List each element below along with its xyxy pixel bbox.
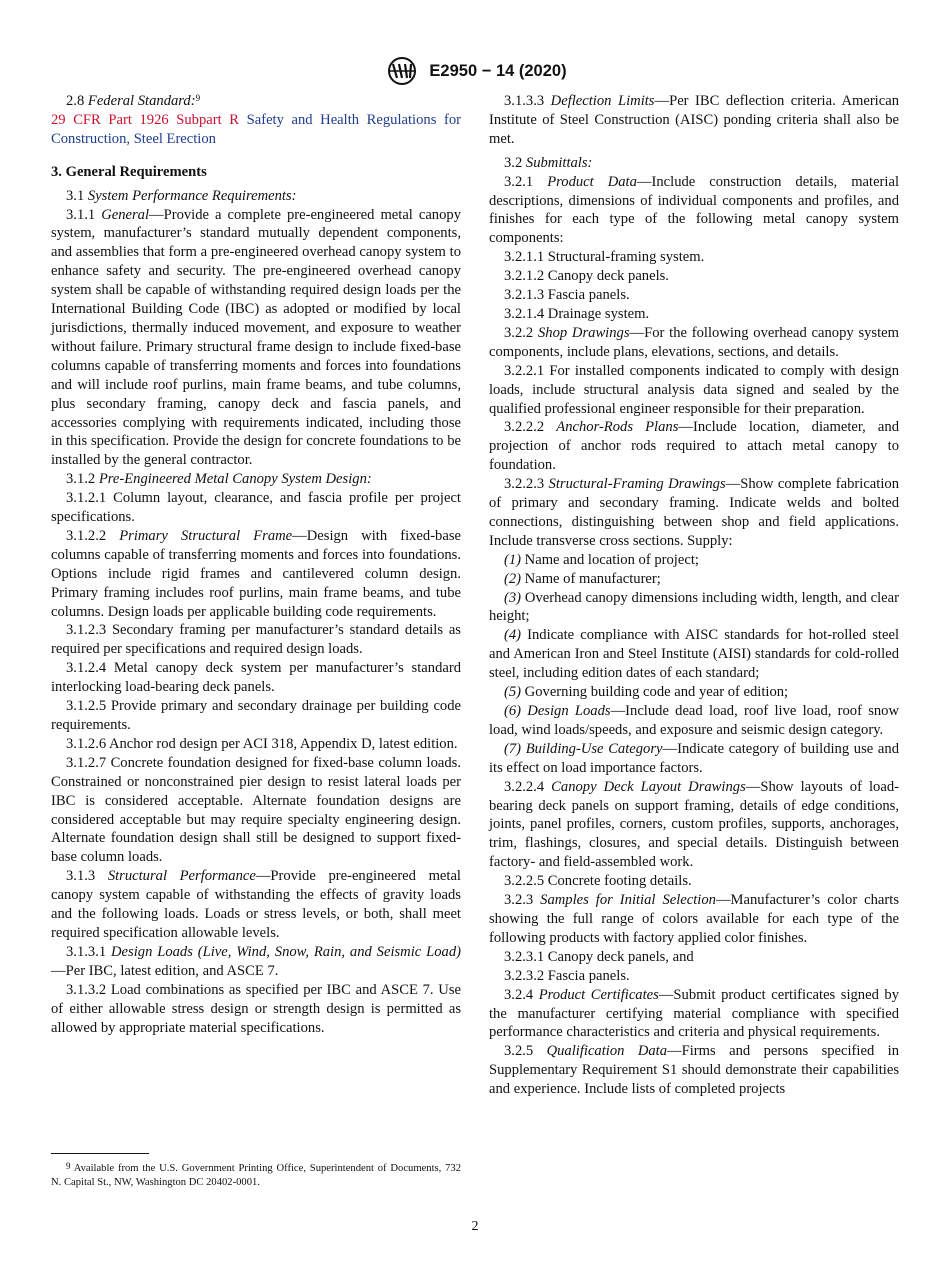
section-3-2-3-1: 3.2.3.1 Canopy deck panels, and	[504, 948, 694, 965]
list-item-5: (5) Governing building code and year of edition;	[504, 684, 789, 701]
section-3-2-1: 3.2.1 Product Data—Include construction details, material descriptions, dimensions of individual components and profiles, and finishes for each type of the following metal canopy system components:	[489, 173, 900, 247]
footnote-text: Available from the U.S. Government Printing Office, Superintendent of Documents, 732 N. Capital St., NW, Washington DC 20402-0001.	[51, 1163, 461, 1188]
cfr-reference	[51, 111, 461, 149]
list-item-1: (1) Name and location of project;	[504, 551, 699, 568]
list-item-3: (3) Overhead canopy dimensions including width, length, and clear height;	[489, 589, 899, 625]
list-item-2: (2) Name of manufacturer;	[504, 570, 661, 587]
footnote-divider	[51, 1153, 149, 1154]
section-3-1-3: 3.1.3 Structural Performance—Provide pre-engineered metal canopy system capable of withstanding the effects of gravity loads and the following loads. Loads or stress levels, or both, shall meet required specification allowable levels.	[51, 868, 461, 941]
section-3-1-2-7: 3.1.2.7 Concrete foundation designed for fixed-base column loads. Constrained or nonconstrained pier design to resist lateral loads per IBC is considered acceptable. Alternate foundation designs are considered acceptable but may require specialty engineering design. Alternate foundation design shall still be designed to support fixed-base column loads.	[51, 754, 461, 866]
section-3-1-2-6: 3.1.2.6 Anchor rod design per ACI 318, Appendix D, latest edition.	[66, 735, 458, 752]
section-3-2-3: 3.2.3 Samples for Initial Selection—Manufacturer’s color charts showing the full range of colors available for each type of the following products with factory applied color finishes.	[489, 892, 899, 946]
section-3-1-2-1: 3.1.2.1 Column layout, clearance, and fascia profile per project specifications.	[51, 490, 461, 526]
section-3-heading: 3. General Requirements	[51, 163, 207, 180]
footnote-mark: 9	[66, 1161, 71, 1171]
footnote-ref-9[interactable]: 9	[195, 93, 201, 103]
section-3-1-3-3: 3.1.3.3 Deflection Limits—Per IBC deflection criteria. American Institute of Steel Construction (AISC) ponding criteria shall also be met.	[489, 93, 899, 147]
section-3-2: 3.2 Submittals:	[504, 154, 593, 171]
section-2-8: 2.8 Federal Standard:$^9$	[66, 93, 201, 109]
section-3-2-1-4: 3.2.1.4 Drainage system.	[504, 305, 650, 322]
section-3-1-3-2: 3.1.3.2 Load combinations as specified per IBC and ASCE 7. Use of either allowable stress design or strength design is permitted as allowed by appropriate material specifications.	[51, 981, 461, 1036]
section-3-2-1-3: 3.2.1.3 Fascia panels.	[504, 287, 630, 304]
page-header	[0, 56, 950, 86]
section-3-2-2-1: 3.2.2.1 For installed components indicated to comply with design loads, include structural analysis data signed and sealed by the qualified professional engineer responsible for their preparation.	[489, 362, 899, 417]
section-3-1-2-2: 3.1.2.2 Primary Structural Frame—Design with fixed-base columns capable of transferring moments and forces into foundations. Options include rigid frames and cantilevered column design. Primary framing includes roof purlins, main frame beams, and tube columns. Design loads per applicable building code requirements.	[51, 527, 461, 620]
list-item-6: (6) Design Loads—Include dead load, roof live load, roof snow load, wind loads/speeds, and exposure and seismic design category.	[489, 703, 900, 738]
section-3-1-2: 3.1.2 Pre-Engineered Metal Canopy System Design:	[66, 471, 372, 488]
section-3-2-4: 3.2.4 Product Certificates—Submit product certificates signed by the manufacturer certifying material compliance with specified performance characteristics and criteria and physical requirements.	[489, 986, 899, 1041]
section-3-1-2-4: 3.1.2.4 Metal canopy deck system per manufacturer’s standard interlocking load-bearing deck panels.	[51, 660, 461, 696]
footnote-9	[51, 1162, 461, 1190]
cfr-link[interactable]: 29 CFR Part 1926 Subpart R	[51, 111, 239, 128]
section-3-1: 3.1 System Performance Requirements:	[66, 187, 297, 204]
section-3-1-2-5: 3.1.2.5 Provide primary and secondary drainage per building code requirements.	[51, 698, 461, 733]
cfr-title-link[interactable]: Safety and Health Regulations for Construction, Steel Erection	[51, 111, 461, 147]
section-3-2-3-2: 3.2.3.2 Fascia panels.	[504, 967, 630, 984]
section-3-2-5: 3.2.5 Qualification Data—Firms and persons specified in Supplementary Requirement S1 should demonstrate their capabilities and experience. Include lists of completed projects	[489, 1043, 899, 1098]
section-3-1-3-1: 3.1.3.1 Design Loads (Live, Wind, Snow, Rain, and Seismic Load)—Per IBC, latest edition, and ASCE 7.	[51, 943, 461, 979]
list-item-4: (4) Indicate compliance with AISC standards for hot-rolled steel and American Iron and Steel Institute (AISI) standards for cold-rolled steel, including edition dates of each standard;	[489, 627, 899, 682]
section-3-2-2-2: 3.2.2.2 Anchor-Rods Plans—Include location, diameter, and projection of anchor rods required to attach metal canopy to foundation.	[489, 419, 899, 474]
section-3-2-1-1: 3.2.1.1 Structural-framing system.	[504, 249, 705, 266]
section-3-1-2-3: 3.1.2.3 Secondary framing per manufacturer’s standard details as required per specifications and required design loads.	[51, 622, 461, 658]
section-3-2-2-4: 3.2.2.4 Canopy Deck Layout Drawings—Show layouts of load-bearing deck panels on support framing, details of edge conditions, joints, panel profiles, corners, custom profiles, supports, anchorages, trim, flashings, closures, and special details. Distinguish between factory- and field-assembled work.	[489, 778, 899, 871]
section-3-2-1-2: 3.2.1.2 Canopy deck panels.	[504, 268, 669, 285]
page-number: 2	[471, 1219, 479, 1234]
section-3-2-2-5: 3.2.2.5 Concrete footing details.	[504, 873, 692, 890]
astm-logo-icon	[383, 56, 421, 86]
right-column	[489, 92, 899, 1099]
section-3-1-1: 3.1.1 General—Provide a complete pre-engineered metal canopy system, manufacturer’s standard mutually dependent components, and assemblies that form a pre-engineered overhead canopy system to enhance safety and security. The pre-engineered overhead canopy system shall be capable of withstanding required design loads per the International Building Code (IBC) as adopted or modified by local jurisdictions, thermally induced movement, and exposure to weather without failure. Primary structural frame design to include fixed-base columns capable of transferring moments and forces into foundations and will include roof purlins, main frame beams, and tube columns, plus secondary framing, canopy deck and fascia panels, and accessories complying with requirements indicated, including those in this specification. Provide the design for concrete foundations to be installed by the general contractor.	[51, 206, 461, 469]
standard-designation: E2950 − 14 (2020)	[429, 61, 567, 80]
section-3-2-2-3: 3.2.2.3 Structural-Framing Drawings—Show complete fabrication of primary and secondary framing. Indicate welds and bolted connections, distinguishing between shop and field applications. Include transverse cross sections. Supply:	[489, 476, 899, 549]
list-item-7: (7) Building-Use Category—Indicate category of building use and its effect on load importance factors.	[489, 740, 899, 776]
section-3-2-2: 3.2.2 Shop Drawings—For the following overhead canopy system components, include plans, elevations, sections, and details.	[489, 324, 899, 360]
left-column	[51, 92, 461, 1037]
